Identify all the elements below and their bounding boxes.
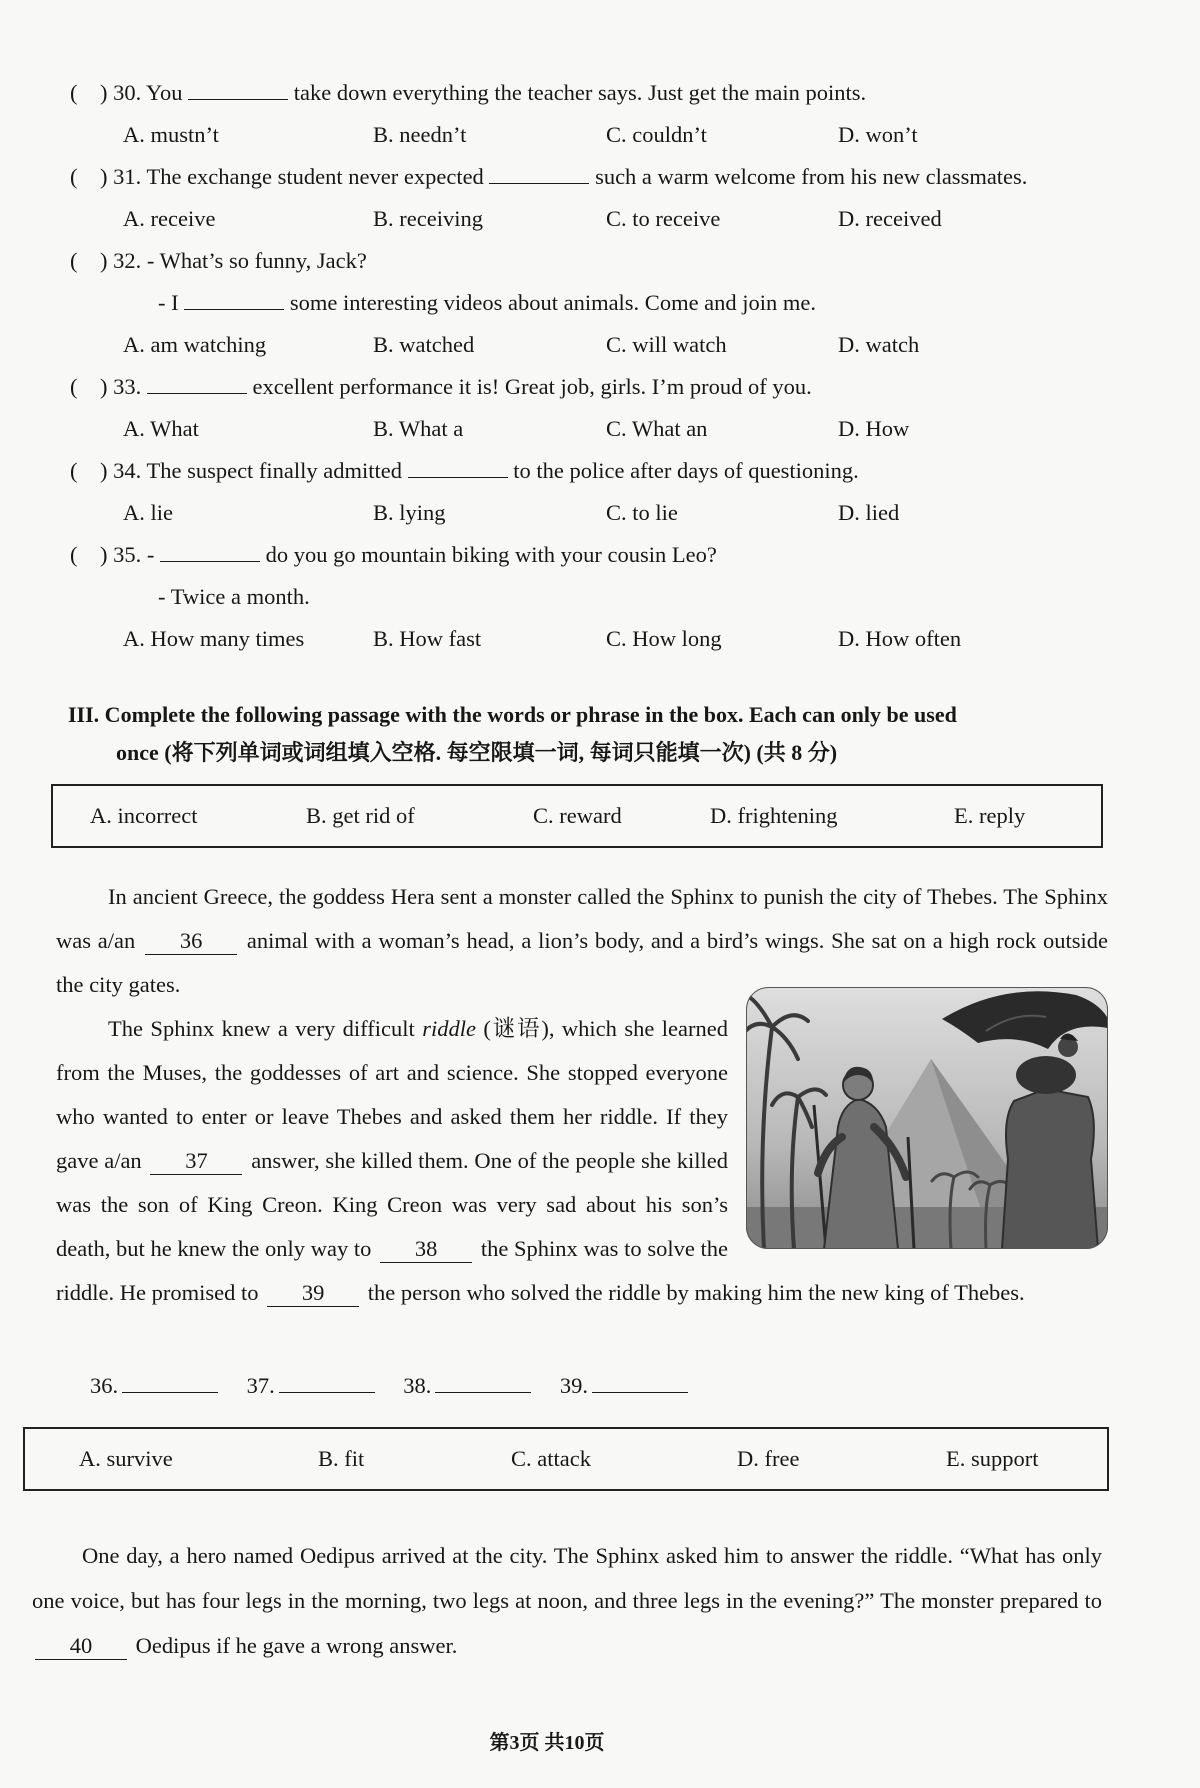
passage-paragraph-2 <box>56 1007 1108 1315</box>
question-text: - Twice a month. <box>158 584 310 609</box>
passage-paragraph-3 <box>32 1533 1102 1668</box>
answer-blank <box>188 99 288 100</box>
answer-blank <box>279 1392 375 1393</box>
numbered-blank-36: 36 <box>145 928 237 955</box>
question-text: such a warm welcome from his new classmates. <box>595 164 1028 189</box>
option-a: A. mustn’t <box>123 122 219 147</box>
word-option-c: C. reward <box>533 803 622 828</box>
answer-bracket: ( ) <box>70 542 108 567</box>
question-text: - I <box>158 290 179 315</box>
numbered-blank-37: 37 <box>150 1148 242 1175</box>
answer-blank <box>408 477 508 478</box>
question-34-stem <box>70 450 1130 492</box>
option-c: C. will watch <box>606 332 727 357</box>
word-option-e: E. support <box>946 1446 1039 1471</box>
answer-bracket: ( ) <box>70 80 108 105</box>
option-a: A. How many times <box>123 626 305 651</box>
question-text: - <box>146 542 155 567</box>
question-text: some interesting videos about animals. Come and join me. <box>289 290 817 315</box>
word-box-2 <box>23 1427 1109 1491</box>
question-32-stem <box>70 240 1130 282</box>
option-b: B. needn’t <box>373 122 467 147</box>
word-option-e: E. reply <box>954 803 1026 828</box>
answer-blank <box>184 309 284 310</box>
option-c: C. to receive <box>606 206 721 231</box>
option-a: A. What <box>123 416 199 441</box>
passage-text: the person who solved the riddle by making him the new king of Thebes. <box>367 1280 1025 1305</box>
rock-pillar <box>1002 1089 1098 1249</box>
answer-bracket: ( ) <box>70 248 108 273</box>
page-number: 第3页 共10页 <box>489 1732 605 1754</box>
option-a: A. receive <box>123 206 216 231</box>
passage-text: One day, a hero named Oedipus arrived at the city. The Sphinx asked him to answer the riddle. “What has only one voice, but has four legs in the morning, two legs at noon, and three legs in the evening?” The monster prepared to <box>32 1543 1102 1613</box>
answer-slot-39 <box>560 1364 711 1408</box>
answer-blank <box>122 1392 218 1393</box>
option-a: A. am watching <box>123 332 267 357</box>
word-option-c: C. attack <box>511 1446 591 1471</box>
answer-slot-37 <box>247 1364 398 1408</box>
question-32-options <box>70 324 1130 366</box>
section-heading-line-2: once (将下列单词或词组填入空格. 每空限填一词, 每词只能填一次) (共 8 分) <box>116 740 838 765</box>
answer-number: 36. <box>90 1373 119 1398</box>
answer-blank <box>147 393 247 394</box>
answer-blank <box>160 561 260 562</box>
passage-text: answer, she killed them. One of the people she killed was the son of King Creon. King Creon was very sad about his son’s death, but he knew the only way to <box>56 1148 729 1261</box>
option-c: C. couldn’t <box>606 122 707 147</box>
option-d: D. watch <box>838 332 920 357</box>
question-30-options <box>70 114 1130 156</box>
option-c: C. to lie <box>606 500 678 525</box>
answer-blank <box>489 183 589 184</box>
option-b: B. What a <box>373 416 464 441</box>
sphinx-illustration <box>746 987 1108 1249</box>
question-number: 30. <box>113 80 142 105</box>
question-text: The exchange student never expected <box>146 164 484 189</box>
question-number: 31. <box>113 164 142 189</box>
question-32-reply <box>70 282 1130 324</box>
question-35-reply <box>70 576 1130 618</box>
question-35-options <box>70 618 1130 660</box>
section-heading <box>68 696 1168 772</box>
option-d: D. lied <box>838 500 900 525</box>
passage-text: Oedipus if he gave a wrong answer. <box>135 1633 458 1658</box>
option-c: C. What an <box>606 416 708 441</box>
question-33-stem <box>70 366 1130 408</box>
word-option-b: B. fit <box>318 1446 365 1471</box>
option-d: D. How often <box>838 626 962 651</box>
illustration-image <box>746 987 1108 1249</box>
answer-bracket: ( ) <box>70 458 108 483</box>
question-text: take down everything the teacher says. Just get the main points. <box>293 80 867 105</box>
question-31-stem <box>70 156 1130 198</box>
option-d: D. received <box>838 206 942 231</box>
option-b: B. How fast <box>373 626 482 651</box>
word-option-a: A. incorrect <box>90 803 198 828</box>
answer-number: 37. <box>246 1373 275 1398</box>
answer-slot-36 <box>90 1364 241 1408</box>
question-33-options <box>70 408 1130 450</box>
option-b: B. receiving <box>373 206 483 231</box>
answer-bracket: ( ) <box>70 374 108 399</box>
question-35-stem <box>70 534 1130 576</box>
question-34-options <box>70 492 1130 534</box>
word-box-1 <box>51 784 1103 848</box>
answer-blank <box>435 1392 531 1393</box>
option-b: B. watched <box>373 332 475 357</box>
answer-number: 38. <box>403 1373 432 1398</box>
question-30-stem <box>70 72 1130 114</box>
question-number: 34. <box>113 458 142 483</box>
option-d: D. How <box>838 416 910 441</box>
option-c: C. How long <box>606 626 722 651</box>
question-text: The suspect finally admitted <box>146 458 403 483</box>
section-heading-line-1: III. Complete the following passage with the words or phrase in the box. Each can only be used <box>68 702 957 727</box>
numbered-blank-38: 38 <box>380 1236 472 1263</box>
italic-word: riddle <box>422 1016 476 1041</box>
answer-line <box>90 1364 711 1408</box>
answer-blank <box>592 1392 688 1393</box>
passage-text: (谜语), which she learned from the Muses, the goddesses of art and science. She stopped everyone who wanted to enter or leave Thebes and asked them her riddle. If they gave a/an <box>56 1016 729 1173</box>
option-a: A. lie <box>123 500 173 525</box>
word-option-d: D. frightening <box>710 803 838 828</box>
passage-text: The Sphinx knew a very difficult <box>108 1016 415 1041</box>
word-option-d: D. free <box>737 1446 800 1471</box>
numbered-blank-40: 40 <box>35 1633 127 1660</box>
question-text: do you go mountain biking with your cousin Leo? <box>265 542 717 567</box>
passage-text: animal with a woman’s head, a lion’s body, and a bird’s wings. She sat on a high rock outside the city gates. <box>56 928 1109 997</box>
option-d: D. won’t <box>838 122 918 147</box>
word-option-b: B. get rid of <box>306 803 415 828</box>
passage-text: In ancient Greece, the goddess Hera sent a monster called the Sphinx to punish the city of Thebes. The Sphinx was a/an <box>56 884 1108 953</box>
question-text: to the police after days of questioning. <box>513 458 859 483</box>
word-option-a: A. survive <box>79 1446 173 1471</box>
answer-number: 39. <box>559 1373 588 1398</box>
question-31-options <box>70 198 1130 240</box>
question-text: excellent performance it is! Great job, girls. I’m proud of you. <box>252 374 812 399</box>
question-list <box>70 72 1130 660</box>
option-b: B. lying <box>373 500 446 525</box>
passage <box>56 875 1108 1315</box>
question-number: 33. <box>113 374 142 399</box>
passage-text: the Sphinx was to solve the riddle. He promised to <box>56 1236 729 1305</box>
numbered-blank-39: 39 <box>267 1280 359 1307</box>
question-number: 32. <box>113 248 142 273</box>
question-text: You <box>146 80 183 105</box>
question-text: - What’s so funny, Jack? <box>146 248 367 273</box>
question-number: 35. <box>113 542 142 567</box>
answer-bracket: ( ) <box>70 164 108 189</box>
answer-slot-38 <box>403 1364 554 1408</box>
